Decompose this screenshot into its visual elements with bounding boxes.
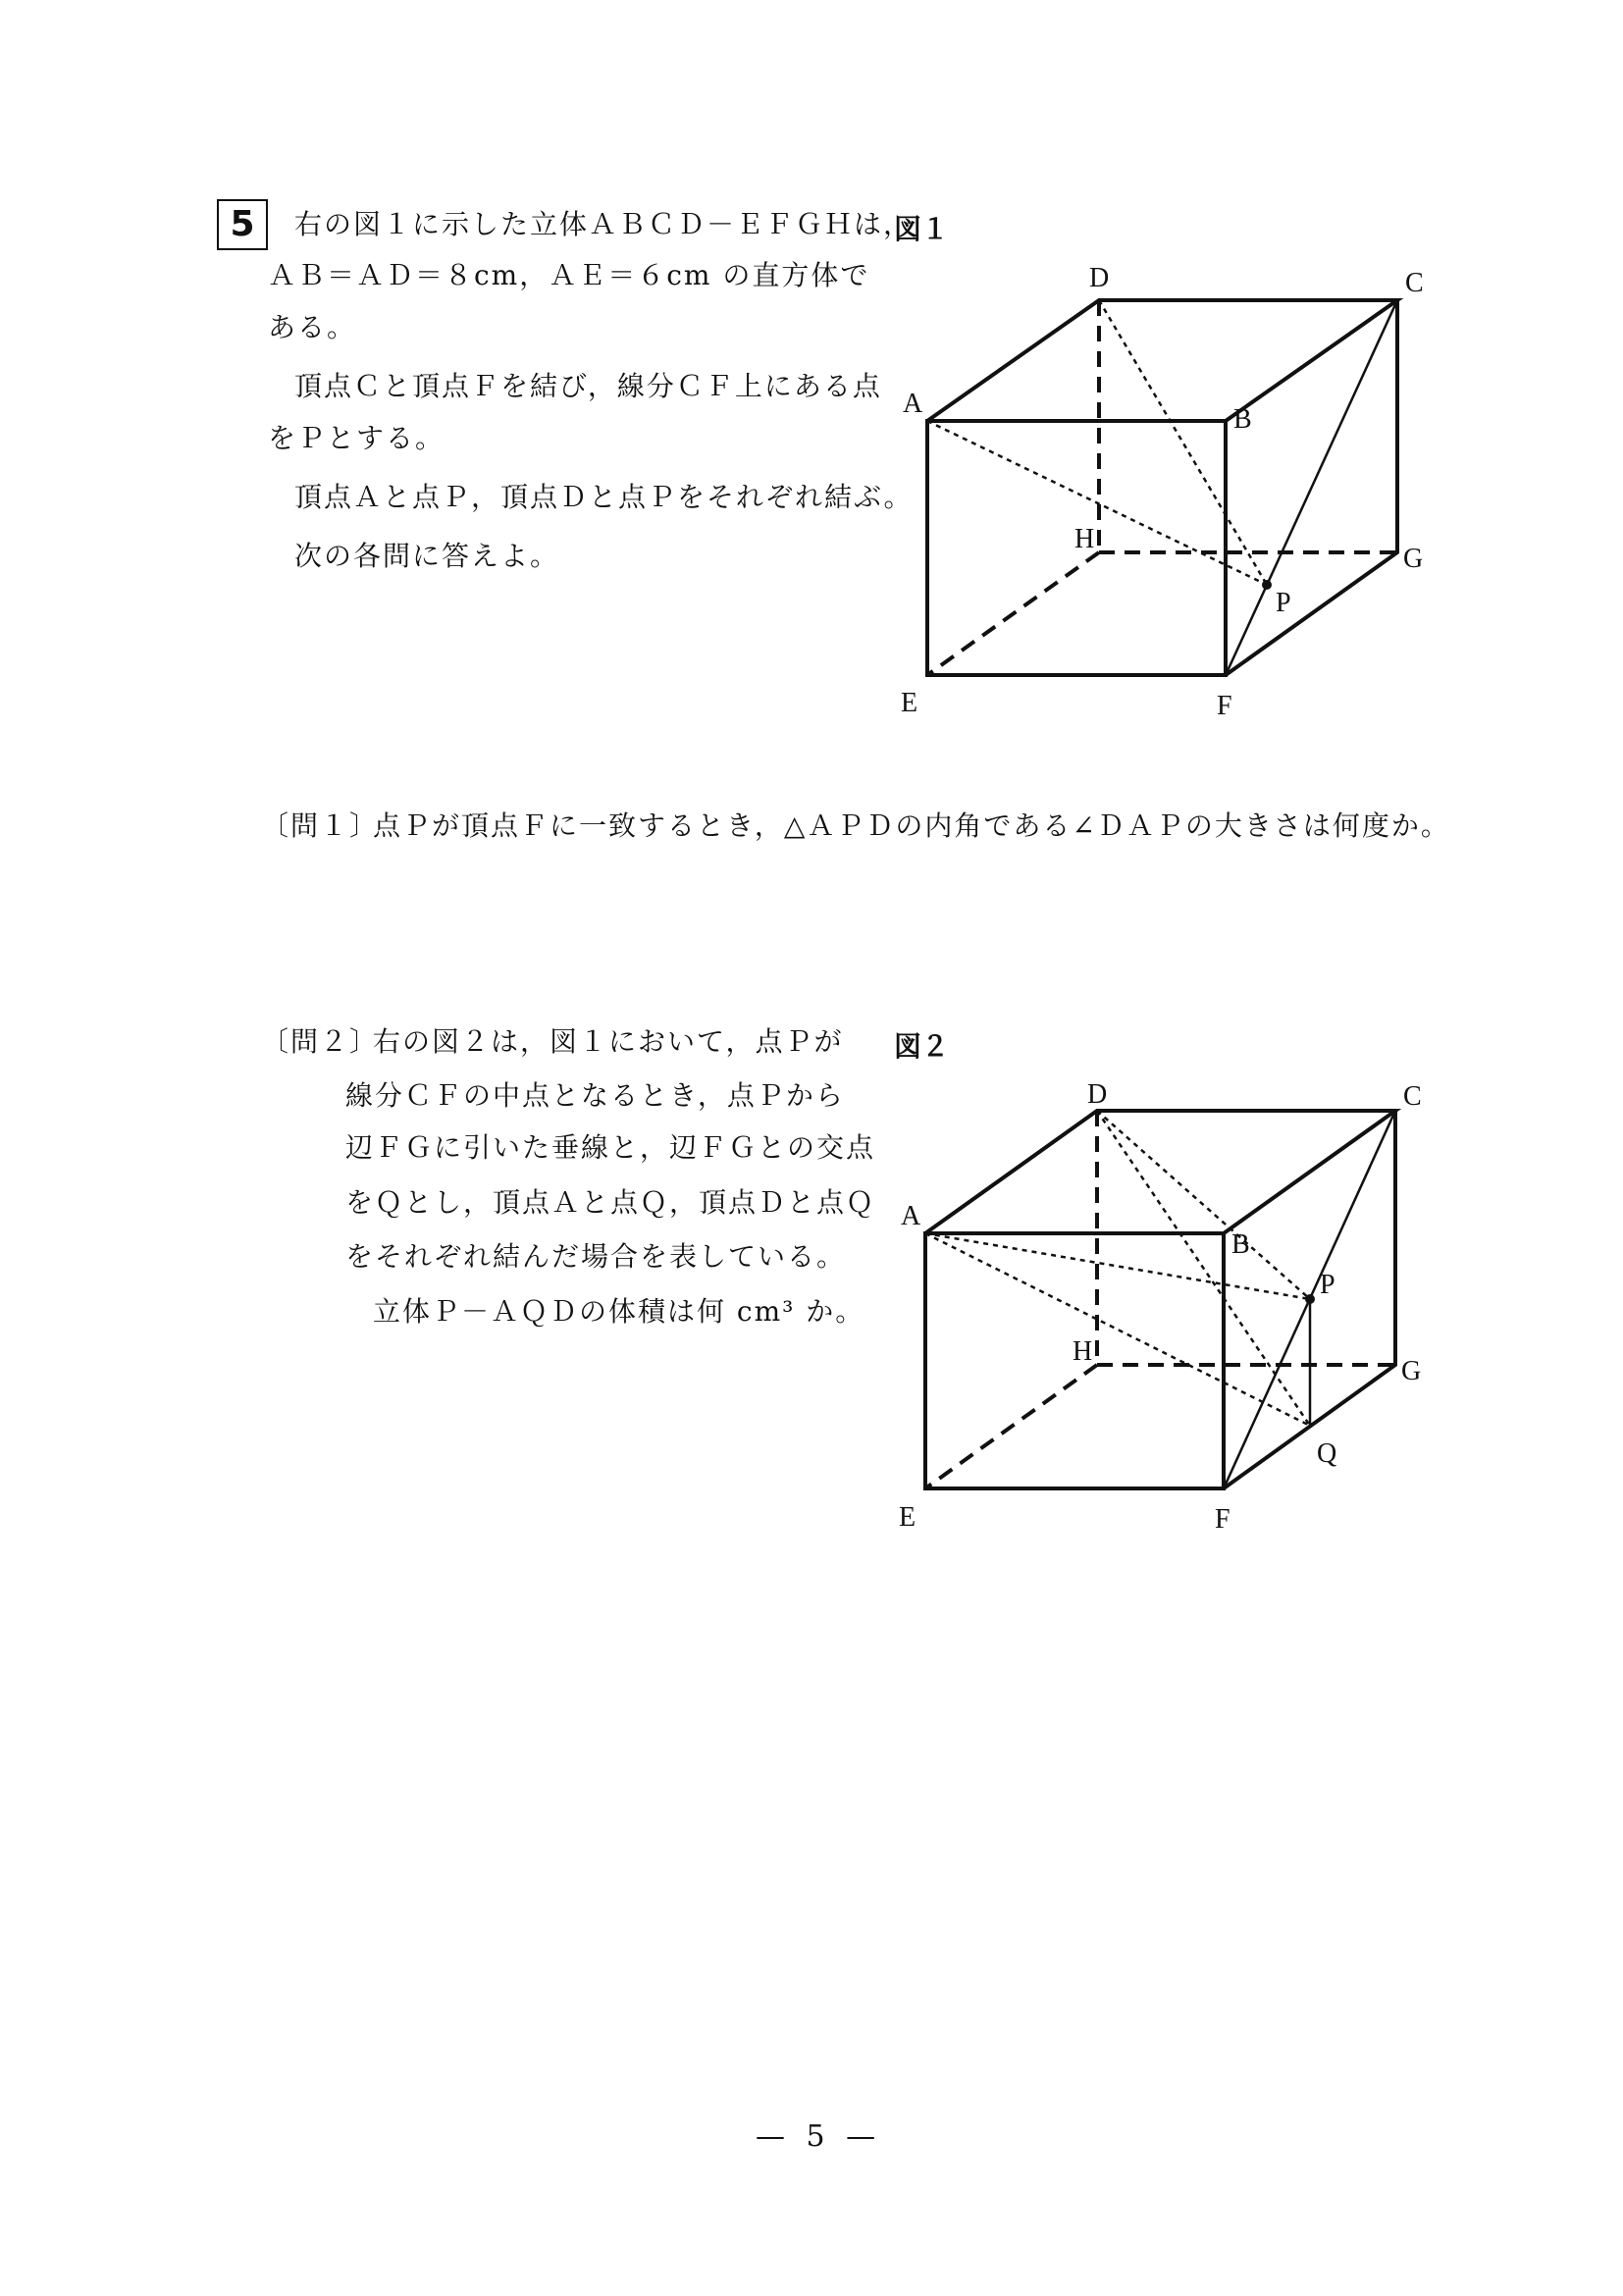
question2-line: 線分ＣＦの中点となるとき，点Ｐから (345, 1079, 845, 1112)
question2-line: をＱとし，頂点Ａと点Ｑ，頂点Ｄと点Ｑ (345, 1186, 876, 1219)
fig1-segment-ap (927, 421, 1267, 585)
fig2-segment-dp (1097, 1111, 1310, 1299)
question2-line: をそれぞれ結んだ場合を表している。 (345, 1240, 847, 1273)
fig1-label-e: E (901, 688, 918, 718)
intro-line: をＰとする。 (268, 422, 445, 454)
figure1-title: 図１ (894, 213, 950, 245)
fig2-segment-aq (925, 1233, 1310, 1426)
question1-text: 点Ｐが頂点Ｆに一致するとき，△ＡＰＤの内角である∠ＤＡＰの大きさは何度か。 (373, 809, 1450, 842)
figure1-cuboid (901, 263, 1424, 721)
question2-line: 辺ＦＧに引いた垂線と，辺ＦＧとの交点 (345, 1131, 876, 1164)
fig2-hidden-he (925, 1365, 1097, 1488)
fig1-label-g: G (1403, 544, 1424, 574)
question1-label: 〔問１〕 (261, 809, 380, 842)
fig1-segment-cf (1226, 300, 1397, 675)
fig1-label-h: H (1074, 524, 1095, 554)
fig2-point-p (1305, 1294, 1315, 1304)
intro-line: 次の各問に答えよ。 (294, 540, 560, 572)
fig2-label-e: E (899, 1502, 916, 1533)
question2-line: 立体Ｐ－ＡＱＤの体積は何 cm³ か。 (373, 1295, 865, 1328)
intro-line: 頂点Ｃと頂点Ｆを結び，線分ＣＦ上にある点 (294, 370, 882, 402)
problem-number-box: 5 (217, 199, 268, 250)
fig2-label-h: H (1073, 1336, 1093, 1367)
fig2-label-g: G (1401, 1356, 1422, 1386)
question2-label: 〔問２〕 (261, 1025, 380, 1058)
figure2-title: 図２ (894, 1030, 950, 1063)
fig1-segment-dp (1099, 300, 1267, 585)
intro-line: 右の図１に示した立体ＡＢＣＤ－ＥＦＧＨは， (294, 208, 914, 240)
fig2-label-a: A (901, 1201, 921, 1231)
fig2-label-c: C (1403, 1081, 1422, 1112)
fig1-point-p (1262, 580, 1272, 590)
intro-line: ＡＢ＝ＡＤ＝８cm，ＡＥ＝６cm の直方体で (268, 259, 870, 291)
fig1-label-c: C (1405, 268, 1424, 298)
fig1-label-b: B (1233, 404, 1252, 435)
fig1-label-f: F (1217, 691, 1232, 721)
fig2-segment-ap (925, 1233, 1310, 1299)
fig1-label-d: D (1089, 263, 1110, 293)
fig2-label-d: D (1087, 1079, 1108, 1110)
intro-line: 頂点Ａと点Ｐ，頂点Ｄと点Ｐをそれぞれ結ぶ。 (294, 481, 914, 513)
page-number: — 5 — (756, 2119, 882, 2154)
fig1-hidden-he (927, 552, 1099, 675)
fig2-label-b: B (1231, 1229, 1250, 1260)
fig1-label-p: P (1276, 588, 1291, 618)
intro-line: ある。 (268, 311, 357, 343)
question2-line: 右の図２は，図１において，点Ｐが (373, 1025, 844, 1058)
fig2-label-q: Q (1317, 1438, 1337, 1469)
fig2-label-f: F (1215, 1504, 1230, 1535)
fig1-label-a: A (903, 389, 923, 419)
fig2-label-p: P (1320, 1270, 1335, 1300)
figure2-cuboid (899, 1079, 1422, 1535)
fig1-edges-front-top (927, 300, 1397, 675)
